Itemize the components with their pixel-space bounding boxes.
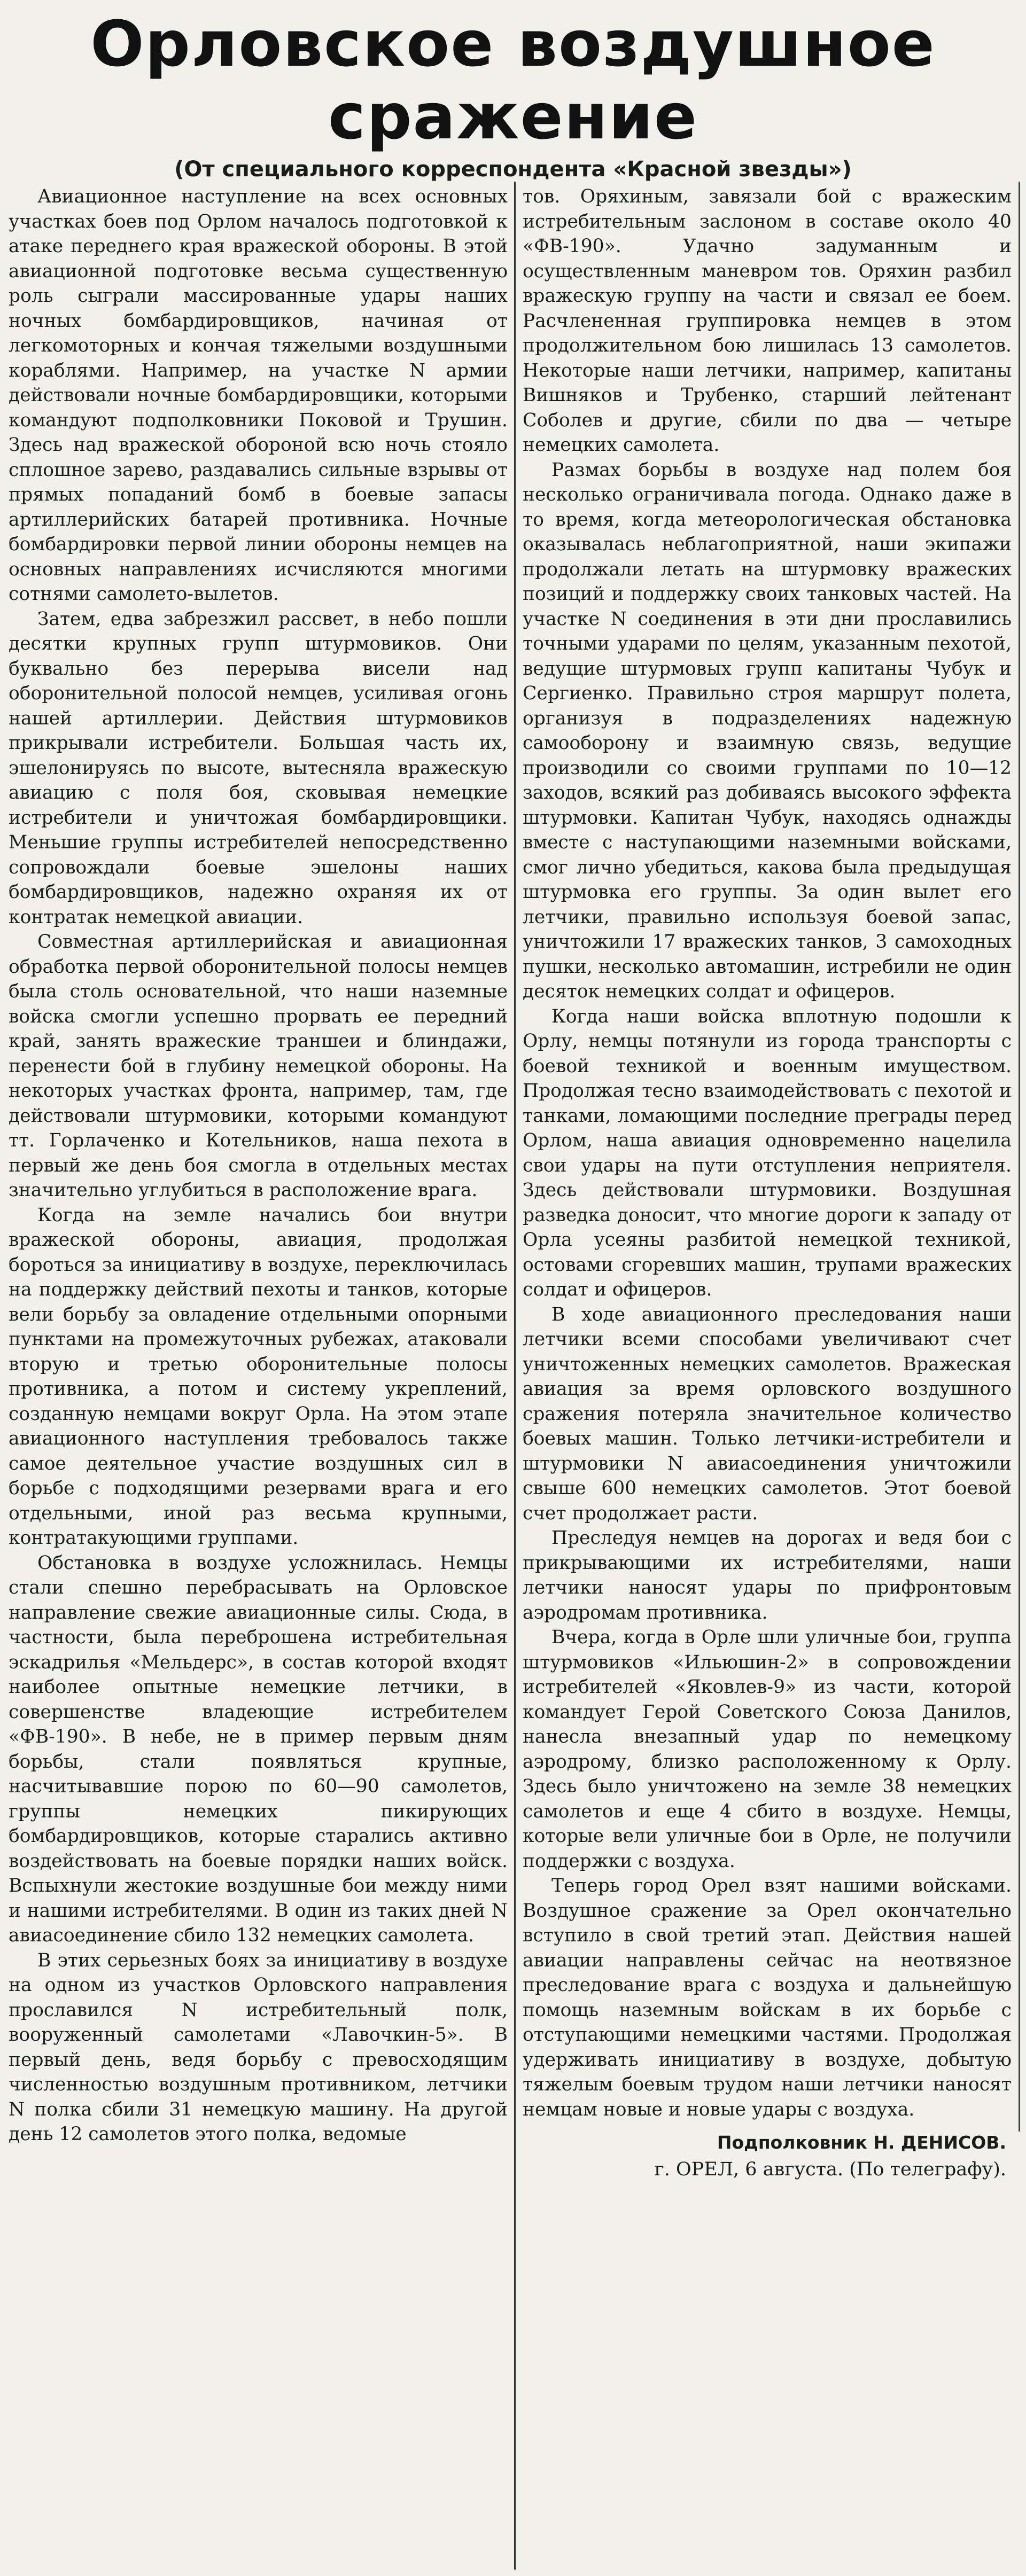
title-line-1: Орловское воздушное [90, 7, 936, 81]
paragraph: Авиационное наступление на всех основных участках боев под Орлом началось подготовкой к атаке переднего края вражеской обороны. В этой авиационной подготовке весьма существенную роль сыграли массированные удары наших ночных бомбардировщиков, начиная от легкомоторных и кончая тяжелыми воздушными кораблями. Например, на участке N армии действовали ночные бомбардировщики, которыми командуют подполковники Поковой и Трушин. Здесь над вражеской обороной всю ночь стояло сплошное зарево, раздавались сильные взрывы от прямых попаданий бомб в боевые запасы артиллерийских батарей противника. Ночные бомбардировки первой линии обороны немцев на основных направлениях исчисляются многими сотнями самолето-вылетов. [9, 186, 508, 605]
paragraph: Размах борьбы в воздухе над полем боя несколько ограничивала погода. Однако даже в то время, когда метеорологическая обстановка оказывалась неблагоприятной, наши экипажи продолжали летать на штурмовку вражеских позиций и поддержку своих танковых частей. На участке N соединения в эти дни прославились точными ударами по целям, указанным пехотой, ведущие штурмовых групп капитаны Чубук и Сергиенко. Правильно строя маршрут полета, организуя в подразделениях надежную самооборону и взаимную связь, ведущие производили со своими группами по 10—12 заходов, всякий раз добиваясь высокого эффекта штурмовки. Капитан Чубук, находясь однажды вместе с наступающими наземными войсками, смог лично убедиться, какова была предыдущая штурмовка его группы. За один вылет его летчики, правильно используя боевой запас, уничтожили 17 вражеских танков, 3 самоходных пушки, несколько автомашин, истребили не один десяток немецких солдат и офицеров. [523, 459, 1012, 1002]
author-signature: Подполковник Н. ДЕНИСОВ. [717, 2132, 1006, 2153]
article-title [0, 0, 1026, 153]
paragraph: В этих серьезных боях за инициативу в воздухе на одном из участков Орловского направления прославился N истребительный полк, вооруженный самолетами «Лавочкин-5». В первый день, ведя борьбу с превосходящим численностью воздушным противником, летчики N полка сбили 31 немецкую машину. На другой день 12 самолетов этого полка, ведомые [9, 1949, 508, 2145]
right-column [523, 184, 1012, 2562]
article-header [0, 0, 1026, 184]
paragraph: Теперь город Орел взят нашими войсками. Воздушное сражение за Орел окончательно вступило в свой третий этап. Действия нашей авиации направлены сейчас на неотвязное преследование врага с воздуха и дальнейшую помощь наземным войскам в их борьбе с отступающими немецкими частями. Продолжая удерживать инициативу в воздухе, добытую тяжелым боевым трудом наши летчики наносят немцам новые и новые удары с воздуха. [523, 1875, 1012, 2120]
dateline: г. ОРЕЛ, 6 августа. (По телеграфу). [654, 2159, 1006, 2180]
paragraph: Вчера, когда в Орле шли уличные бои, группа штурмовиков «Ильюшин-2» в сопровождении истребителей «Яковлев-9» из части, которой командует Герой Советского Союза Данилов, нанесла внезапный удар по немецкому аэродрому, близко расположенному к Орлу. Здесь было уничтожено на земле 38 немецких самолетов и еще 4 сбито в воздухе. Немцы, которые вели уличные бои в Орле, не получили поддержки с воздуха. [523, 1627, 1012, 1872]
title-line-2: сражение [328, 80, 698, 153]
left-column [0, 184, 508, 2562]
paragraph: В ходе авиационного преследования наши летчики всеми способами увеличивают счет уничтоженных немецких самолетов. Вражеская авиация за время орловского воздушного сражения потеряла значительное количество боевых машин. Только летчики-истребители и штурмовики N авиасоединения уничтожили свыше 600 немецких самолетов. Этот боевой счет продолжает расти. [523, 1303, 1012, 1524]
paragraph: Совместная артиллерийская и авиационная обработка первой оборонительной полосы немцев была столь основательной, что наши наземные войска смогли успешно прорвать ее передний край, занять вражеские траншеи и блиндажи, перенести бой в глубину немецкой обороны. На некоторых участках фронта, например, там, где действовали штурмовики, которыми командуют тт. Горлаченко и Котельников, наша пехота в первый же день боя смогла в отдельных местах значительно углубиться в расположение врага. [9, 931, 508, 1201]
article-subtitle: (От специального корреспондента «Красной звезды») [174, 157, 852, 182]
paragraph: Когда наши войска вплотную подошли к Орлу, немцы потянули из города транспорты с боевой техникой и военным имуществом. Продолжая тесно взаимодействовать с пехотой и танками, ломающими последние преграды перед Орлом, наша авиация одновременно нацелила свои удары на пути отступления неприятеля. Здесь действовали штурмовики. Воздушная разведка доносит, что многие дороги к западу от Орла усеяны разбитой немецкой техникой, остовами сгоревших машин, трупами вражеских солдат и офицеров. [523, 1005, 1012, 1300]
paragraph: Преследуя немцев на дорогах и ведя бои с прикрывающими их истребителями, наши летчики наносят удары по прифронтовым аэродромам противника. [523, 1527, 1012, 1623]
column-divider [514, 182, 516, 2570]
paragraph: Обстановка в воздухе усложнилась. Немцы стали спешно перебрасывать на Орловское направление свежие авиационные силы. Сюда, в частности, была переброшена истребительная эскадрилья «Мельдерс», в состав которой входят наиболее опытные немецкие летчики, в совершенстве владеющие истребителем «ФВ-190». В небе, не в пример первым дням борьбы, стали появляться крупные, насчитывавшие порою по 60—90 самолетов, группы немецких пикирующих бомбардировщиков, которые старались активно воздействовать на боевые порядки наших войск. Вспыхнули жестокие воздушные бои между ними и нашими истребителями. В один из таких дней N авиасоединение сбило 132 немецких самолета. [9, 1552, 508, 1946]
paragraph: Затем, едва забрезжил рассвет, в небо пошли десятки крупных групп штурмовиков. Они буквально без перерыва висели над оборонительной полосой немцев, усиливая огонь нашей артиллерии. Действия штурмовиков прикрывали истребители. Большая часть их, эшелонируясь по высоте, вытесняла вражескую авиацию с поля боя, сковывая немецкие истребители и уничтожая бомбардировщики. Меньшие группы истребителей непосредственно сопровождали боевые эшелоны наших бомбардировщиков, надежно охраняя их от контратак немецкой авиации. [9, 608, 508, 928]
right-column-body [523, 184, 1012, 2122]
paragraph: тов. Оряхиным, завязали бой с вражеским истребительным заслоном в составе около 40 «ФВ-190». Удачно задуманным и осуществленным маневром тов. Оряхин разбил вражескую группу на части и связал ее боем. Расчлененная группировка немцев в этом продолжительном бою лишилась 13 самолетов. Некоторые наши летчики, например, капитаны Вишняков и Трубенко, старший лейтенант Соболев и другие, сбили по два — четыре немецких самолета. [523, 186, 1012, 456]
page-edge-rule [1019, 182, 1020, 2132]
paragraph: Когда на земле начались бои внутри вражеской обороны, авиация, продолжая бороться за инициативу в воздухе, переключилась на поддержку действий пехоты и танков, которые вели борьбу за овладение отдельными опорными пунктами на промежуточных рубежах, атаковали вторую и третью оборонительные полосы противника, а потом и систему укреплений, созданную немцами вокруг Орла. На этом этапе авиационного наступления требовалось также самое деятельное участие воздушных сил в борьбе с подходящими резервами врага и его отдельными, иной раз весьма крупными, контратакующими группами. [9, 1204, 508, 1549]
